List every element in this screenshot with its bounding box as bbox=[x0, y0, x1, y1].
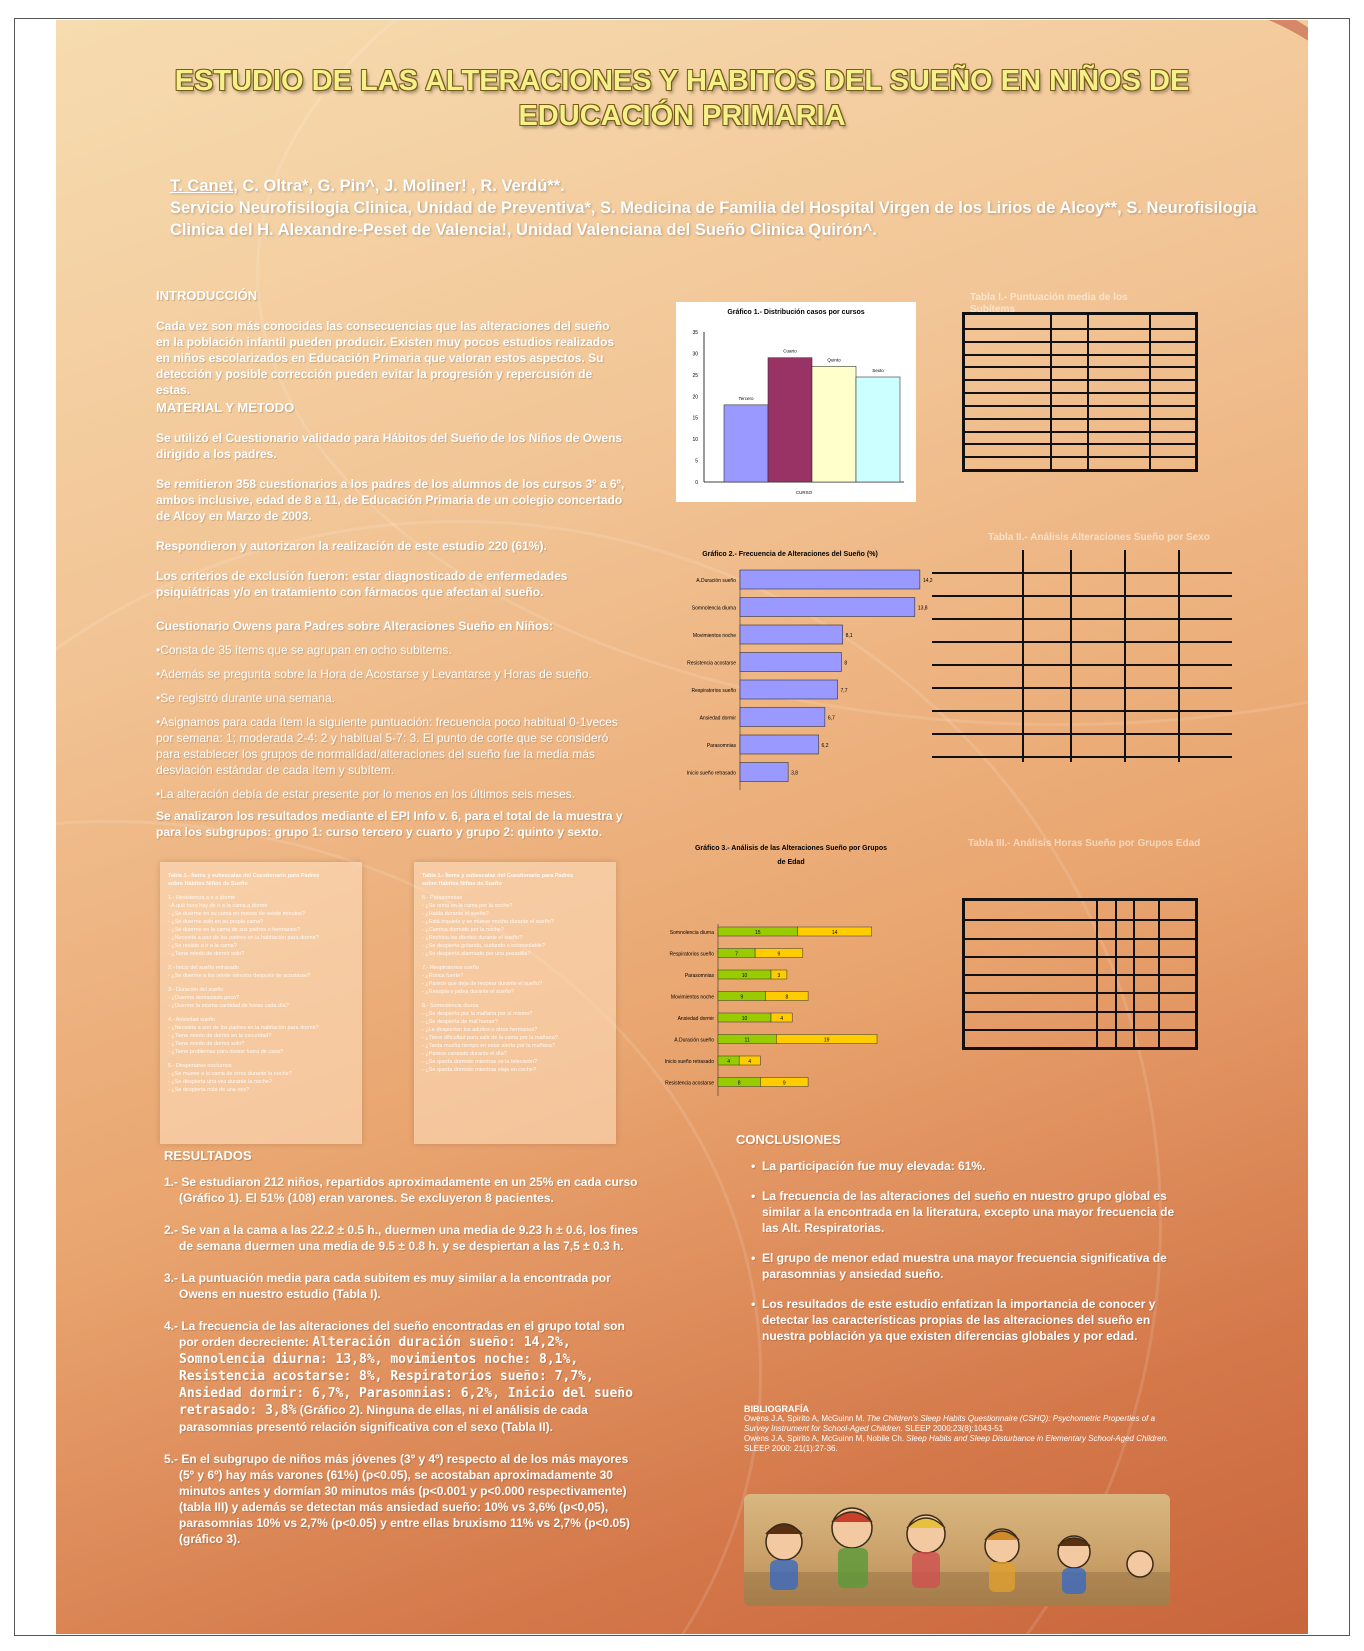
ref-2-authors: Owens J.A, Spirito A, McGuinn M, Nobile Ch. bbox=[744, 1434, 907, 1443]
chart-2-value-label: 7,7 bbox=[840, 688, 848, 694]
methods-subheading: Cuestionario Owens para Padres sobre Alteraciones Sueño en Niños: bbox=[156, 619, 553, 633]
result-4-end: (Gráfico 2). Ninguna de ellas, ni el análisis de cada parasomnias presentó relación significativa con el sexo (Tabla II). bbox=[179, 1403, 588, 1434]
chart-3-category-label: Movimientos noche bbox=[670, 994, 714, 1001]
questionnaire-line: - ¿Se despierta alarmado por una pesadilla? bbox=[422, 951, 531, 957]
chart-3-segment-label: 14 bbox=[831, 930, 838, 936]
poster-title: ESTUDIO DE LAS ALTERACIONES Y HABITOS DEL SUEÑO EN NIÑOS DE EDUCACIÓN PRIMARIA bbox=[174, 65, 1190, 132]
methods-p2: Se remitieron 358 cuestionarios a los padres de los alumnos de los cursos 3º a 6º, ambos inclusive, edad de 8 a 11, de Educación Primaria de un colegio concertado de Alcoy en Marzo de 2003. bbox=[156, 477, 625, 523]
table-2-title: Tabla II.- Análisis Alteraciones Sueño por Sexo bbox=[988, 532, 1210, 543]
table-row-line bbox=[965, 328, 1195, 330]
chart-2-category-label: Somnolencia diurna bbox=[691, 605, 736, 612]
questionnaire-line: Tabla 1.- Ítems y subescalas del Cuestionario para Padres bbox=[168, 873, 320, 879]
questionnaire-panel-2 bbox=[414, 862, 616, 1144]
chart-2-value-label: 6,7 bbox=[827, 715, 835, 722]
questionnaire-line: - ¿Tarda mucho tiempo en estar alerta por la mañana? bbox=[422, 1043, 555, 1049]
poster bbox=[56, 20, 1308, 1634]
chart-1-y-tick-label: 5 bbox=[695, 458, 698, 465]
questionnaire-line: - ¿Se despierta por la mañana por sí mismo? bbox=[422, 1011, 533, 1017]
table-row-line bbox=[965, 938, 1195, 940]
chart-2-bar bbox=[740, 680, 838, 699]
questionnaire-line: 7.- Respiratorios sueño bbox=[422, 965, 479, 971]
table-row-line bbox=[932, 572, 1232, 574]
methods-text bbox=[156, 430, 626, 846]
questionnaire-line: - ¿Se despierta más de una vez? bbox=[168, 1087, 250, 1093]
questionnaire-line: - ¿Se despierta de mal humor? bbox=[422, 1019, 498, 1025]
table-row-line bbox=[965, 366, 1195, 368]
chart-2-bar bbox=[740, 625, 843, 644]
chart-2-bar bbox=[740, 763, 788, 782]
table-row-line bbox=[965, 418, 1195, 420]
chart-3-segment-label: 7 bbox=[735, 951, 738, 958]
table-2-grid bbox=[932, 550, 1232, 762]
questionnaire-line: - ¿Duerme demasiado poco? bbox=[168, 995, 240, 1001]
questionnaire-line: - ¿Necesita a uno de los padres en la habitación para dormir? bbox=[168, 1025, 319, 1031]
questionnaire-line: 4.- Ansiedad sueño bbox=[168, 1017, 216, 1023]
bibliography bbox=[744, 1404, 1169, 1454]
chart-1-y-tick-label: 15 bbox=[692, 415, 698, 422]
result-4 bbox=[164, 1318, 644, 1435]
table-column-line bbox=[1158, 901, 1160, 1047]
chart-1-bar-label: Sexto bbox=[872, 368, 884, 373]
conclusion-item: • Los resultados de este estudio enfatizan la importancia de conocer y detectar las características propias de las alteraciones del sueño en nuestra población ya que existen diferencias globales y por edad. bbox=[762, 1296, 1176, 1344]
chart-1-y-tick-label: 35 bbox=[692, 330, 698, 336]
chart-3-segment-label: 10 bbox=[741, 1016, 748, 1022]
questionnaire-line: sobre Hábitos Niños de Sueño bbox=[422, 881, 502, 887]
table-column-line bbox=[1087, 315, 1089, 469]
chart-3-category-label: Resistencia acostarse bbox=[665, 1080, 714, 1087]
questionnaire-line: - ¿Se mueve a la cama de otros durante la noche? bbox=[168, 1071, 292, 1077]
questionnaire-line: - ¿Rechina los dientes durante el sueño? bbox=[422, 935, 523, 941]
questionnaire-line: - ¿Se duerme en su cama en menos de veinte minutos? bbox=[168, 911, 305, 917]
chart-3-segment-label: 3 bbox=[777, 973, 781, 979]
table-column-line bbox=[1070, 550, 1072, 762]
bibliography-heading: BIBLIOGRAFÍA bbox=[744, 1404, 809, 1414]
chart-3-segment-label: 4 bbox=[748, 1059, 752, 1065]
ref-1-authors: Owens J.A, Spirito A, McGuinn M. bbox=[744, 1414, 867, 1423]
table-3-title: Tabla III.- Análisis Horas Sueño por Grupos Edad bbox=[968, 838, 1201, 849]
chart-1-y-tick-label: 30 bbox=[692, 351, 698, 358]
questionnaire-line: - ¿Se queda dormido mientras viaja en coche? bbox=[422, 1067, 537, 1073]
questionnaire-line: Tabla 1.- Ítems y subescalas del Cuestionario para Padres bbox=[422, 873, 574, 879]
methods-heading: MATERIAL Y METODO bbox=[156, 400, 295, 415]
questionnaire-line: - ¿Tiene problemas para dormir fuera de casa? bbox=[168, 1049, 284, 1055]
reference-2 bbox=[744, 1434, 1169, 1454]
chart-3-category-label: Parasomnias bbox=[684, 973, 714, 979]
result-3: 3.- La puntuación media para cada subitem es muy similar a la encontrada por Owens en nuestro estudio (Tabla I). bbox=[164, 1271, 611, 1301]
chart-2-category-label: Ansiedad dormir bbox=[699, 715, 736, 722]
chart-2-category-label: Respiratorios sueño bbox=[691, 688, 736, 694]
chart-3-segment-label: 9 bbox=[777, 951, 781, 958]
table-column-line bbox=[1149, 315, 1151, 469]
methods-p3: Respondieron y autorizaron la realización de este estudio 220 (61%). bbox=[156, 539, 547, 553]
questionnaire-line: - ¿Parece que deja de respirar durante el sueño? bbox=[422, 981, 543, 987]
questionnaire-line: - ¿Se duerme a los veinte minutos después de acostarse? bbox=[168, 973, 311, 979]
table-row-line bbox=[965, 956, 1195, 958]
chart-1-bar-label: Tercero bbox=[738, 395, 754, 401]
table-row-line bbox=[965, 405, 1195, 407]
chart-3-segment-label: 8 bbox=[785, 994, 789, 1001]
intro-text: Cada vez son más conocidas las consecuencias que las alteraciones del sueño en la población infantil pueden producir. Existen muy pocos estudios realizados en niños escolarizados en Educación Primaria que valoran estos aspectos. Su detección y posible corrección pueden evitar la progresión y repercusión de estas. bbox=[156, 319, 615, 397]
table-3-grid bbox=[962, 898, 1198, 1050]
questionnaire-line: - A qué hora hay de ir a la cama a dormir bbox=[168, 903, 268, 909]
methods-p5: Se analizaron los resultados mediante el EPI Info v. 6, para el total de la muestra y para los subgrupos: grupo 1: curso tercero y cuarto y grupo 2: quinto y sexto. bbox=[156, 809, 623, 839]
chart-1-bar-label: Quinto bbox=[827, 357, 841, 363]
questionnaire-line: 2.- Inicio del sueño retrasado bbox=[168, 965, 239, 971]
children-illustration bbox=[744, 1494, 1170, 1606]
questionnaire-line: 5.- Despertares nocturnos bbox=[168, 1063, 232, 1069]
questionnaire-line: - ¿Está inquieto y se mueve mucho durante el sueño? bbox=[422, 919, 554, 925]
chart-1-x-axis-label: CURSO bbox=[795, 490, 813, 495]
chart-1-bar bbox=[724, 405, 768, 482]
affiliations: Servicio Neurofisilogia Clinica, Unidad de Preventiva*, S. Medicina de Familia del Hospital Virgen de los Lirios de Alcoy**, S. Neurofisilogia Clinica del H. Alexandre-Peset de Valencia!, Unidad Valenciana del Sueño Clinica Quirón^. bbox=[170, 199, 1257, 239]
questionnaire-line: - ¿Se despierta una vez durante la noche? bbox=[168, 1079, 272, 1085]
questionnaire-line: - ¿Tiene miedo de dormir en la oscuridad? bbox=[168, 1033, 272, 1039]
questionnaire-line: - ¿Se duerme solo en su propia cama? bbox=[168, 919, 264, 925]
conclusions-heading: CONCLUSIONES bbox=[736, 1132, 841, 1147]
chart-2-category-label: Parasomnias bbox=[706, 743, 736, 749]
table-row-line bbox=[965, 379, 1195, 381]
questionnaire-line: - ¿Se orina en la cama por la noche? bbox=[422, 903, 513, 909]
result-2: 2.- Se van a la cama a las 22.2 ± 0.5 h., duermen una media de 9.23 h ± 0.6, los fines de semana duermen una media de 9.5 ± 0.8 h. y se despiertan a las 7,5 ± 0.3 h. bbox=[164, 1223, 639, 1253]
ref-1-source: SLEEP 2000;23(8):1043-51 bbox=[902, 1424, 1004, 1433]
chart-1-bar bbox=[768, 358, 812, 482]
chart-3-segment-label: 8 bbox=[737, 1080, 741, 1087]
chart-2-bar bbox=[740, 653, 841, 672]
chart-2-category-label: Movimientos noche bbox=[692, 633, 736, 639]
questionnaire-line: - ¿Tiene miedo de dormir solo? bbox=[168, 951, 245, 957]
questionnaire-line: 1.- Resistencia a ir a dormir bbox=[168, 895, 236, 901]
chart-2-value-label: 13,8 bbox=[917, 605, 928, 612]
chart-3-segment-label: 4 bbox=[727, 1059, 730, 1065]
table-row-line bbox=[932, 733, 1232, 735]
table-row-line bbox=[965, 992, 1195, 994]
table-row-line bbox=[965, 392, 1195, 394]
questionnaire-line: - ¿Se despierta gritando, sudando o inconsolable? bbox=[422, 943, 545, 949]
ref-2-source: SLEEP 2000: 21(1):27-36. bbox=[744, 1444, 838, 1453]
questionnaire-line: 3.- Duración del sueño bbox=[168, 987, 224, 993]
table-row-line bbox=[932, 756, 1232, 758]
chart-3-segment-label: 15 bbox=[754, 930, 761, 936]
chart-2-value-label: 6,2 bbox=[821, 743, 829, 749]
conclusions-list bbox=[736, 1158, 1176, 1358]
intro-heading: INTRODUCCIÓN bbox=[156, 288, 258, 303]
conclusion-item: • El grupo de menor edad muestra una mayor frecuencia significativa de parasomnias y ansiedad sueño. bbox=[762, 1250, 1176, 1282]
chart-2-category-label: Inicio sueño retrasado bbox=[686, 770, 736, 777]
chart-3-title-line1: Gráfico 3.- Análisis de las Alteraciones Sueño por Grupos bbox=[694, 845, 888, 852]
questionnaire-line: sobre Hábitos Niños de Sueño bbox=[168, 881, 248, 887]
table-row-line bbox=[965, 341, 1195, 343]
result-4-values: Alteración duración sueño: 14,2%, Somnolencia diurna: 13,8%, movimientos noche: 8,1%, Resistencia acostarse: 8%, Respiratorios sueño: 7,7%, Ansiedad dormir: 6,7%, Parasomnias: 6,2%, Inicio del sueño retrasado: 3,8% bbox=[179, 1335, 633, 1418]
authors-block bbox=[170, 175, 1260, 241]
table-row-line bbox=[932, 710, 1232, 712]
chart-3-segment-label: 9 bbox=[782, 1080, 786, 1087]
chart-3-title-line2: de Edad bbox=[777, 859, 805, 866]
methods-bullet: •Consta de 35 ítems que se agrupan en ocho subitems. bbox=[156, 643, 452, 657]
results-text bbox=[164, 1174, 644, 1563]
table-row-line bbox=[965, 431, 1195, 433]
questionnaire-line: - ¿Duerme la misma cantidad de horas cada día? bbox=[168, 1003, 289, 1009]
table-column-line bbox=[1133, 901, 1135, 1047]
chart-2-bar bbox=[740, 570, 920, 589]
chart-3-segment-label: 10 bbox=[741, 973, 748, 979]
methods-p4: Los criterios de exclusión fueron: estar diagnosticado de enfermedades psiquiátricas y/o en tratamiento con fármacos que afectan al sueño. bbox=[156, 569, 568, 599]
questionnaire-line: - ¿Le despiertan los adultos u otros hermanos? bbox=[422, 1027, 538, 1033]
conclusion-item: • La participación fue muy elevada: 61%. bbox=[762, 1158, 1176, 1174]
methods-bullet: •Se registró durante una semana. bbox=[156, 691, 335, 705]
methods-bullet: •La alteración debía de estar presente por lo menos en los últimos seis meses. bbox=[156, 787, 576, 801]
chart-1-title: Gráfico 1.- Distribución casos por cursos bbox=[727, 309, 865, 316]
table-row-line bbox=[965, 443, 1195, 445]
questionnaire-line: - ¿Necesita a uno de los padres en la habitación para dormir? bbox=[168, 935, 319, 941]
chart-2-value-label: 14,2 bbox=[922, 578, 933, 584]
result-1: 1.- Se estudiaron 212 niños, repartidos aproximadamente en un 25% en cada curso (Gráfico 1). El 51% (108) eran varones. Se excluyeron 8 pacientes. bbox=[164, 1175, 638, 1205]
questionnaire-panel-1 bbox=[160, 862, 362, 1144]
questionnaire-line: - ¿Camina dormido por la noche? bbox=[422, 927, 504, 933]
table-row-line bbox=[932, 664, 1232, 666]
table-row-line bbox=[965, 354, 1195, 356]
chart-2-value-label: 3,8 bbox=[791, 770, 799, 777]
ref-1-title: The Children's Sleep Habits Questionnaire (CSHQ): Psychometric Properties of a Survey Instrument for School-Aged Children. bbox=[744, 1414, 1156, 1433]
chart-3-category-label: Respiratorios sueño bbox=[669, 951, 714, 958]
table-row-line bbox=[932, 595, 1232, 597]
chart-3-segment-label: 19 bbox=[823, 1037, 830, 1044]
chart-3-age-groups bbox=[646, 840, 946, 1130]
questionnaire-line: - ¿Tiene miedo de dormir solo? bbox=[168, 1041, 245, 1047]
cartoon-children-image bbox=[744, 1494, 1170, 1606]
table-row-line bbox=[932, 618, 1232, 620]
methods-bullet: •Además se pregunta sobre la Hora de Acostarse y Levantarse y Horas de sueño. bbox=[156, 667, 592, 681]
methods-bullet: •Asignamos para cada ítem la siguiente puntuación: frecuencia poco habitual 0-1veces por semana: 1; moderada 2-4: 2 y habitual 5-7: 3. El punto de corte que se consideró para establecer los grupos de normalidad/alteraciones del sueño fue la media más desviación estándar de cada ítem y subítem. bbox=[156, 715, 618, 777]
reference-1 bbox=[744, 1414, 1169, 1434]
result-4-intro: 4.- La frecuencia de las alteraciones del sueño encontradas en el grupo total son por orden decreciente: bbox=[164, 1319, 625, 1349]
questionnaire-line: - ¿Ronca fuerte? bbox=[422, 973, 464, 979]
questionnaire-line: - ¿Se duerme en la cama de sus padres o hermanos? bbox=[168, 927, 300, 933]
chart-2-frequency bbox=[660, 546, 960, 796]
chart-2-title: Gráfico 2.- Frecuencia de Alteraciones del Sueño (%) bbox=[702, 551, 878, 558]
chart-3-category-label: Ansiedad dormir bbox=[677, 1016, 714, 1022]
chart-3-segment-label: 4 bbox=[780, 1016, 783, 1022]
chart-3-segment-label: 9 bbox=[740, 994, 744, 1001]
chart-1-bar bbox=[812, 366, 856, 482]
table-row-line bbox=[965, 919, 1195, 921]
questionnaire-line: - ¿Se resiste a ir a la cama? bbox=[168, 943, 237, 949]
chart-3-category-label: Somnolencia diurna bbox=[669, 930, 714, 936]
chart-3-segment-label: 11 bbox=[744, 1037, 750, 1044]
questionnaire-line: 6.- Parasomnias bbox=[422, 895, 463, 901]
table-row-line bbox=[932, 687, 1232, 689]
table-row-line bbox=[965, 456, 1195, 458]
result-5: 5.- En el subgrupo de niños más jóvenes (3º y 4º) respecto al de los más mayores (5º y 6º) hay más varones (61%) (p<0.05), se acostaban aproximadamente 30 minutos antes y dormían 30 minutos más (p<0.001 y p<0.000 respectivamente) (tabla III) y además se detectan más ansiedad sueño: 10% vs 3,6% (p<0,05), parasomnias 10% vs 2,7% (p<0.05) y entre ellas bruxismo 11% vs 2,7% (p<0.05) (gráfico 3). bbox=[164, 1452, 630, 1546]
table-1-title: Tabla I.- Puntuación media de los Subítems bbox=[970, 292, 1128, 315]
chart-2-value-label: 8,1 bbox=[845, 633, 853, 639]
chart-1-bar bbox=[856, 377, 900, 482]
table-column-line bbox=[1096, 901, 1098, 1047]
chart-2-value-label: 8 bbox=[844, 660, 848, 667]
chart-2-category-label: Resistencia acostarse bbox=[687, 660, 736, 667]
questionnaire-line: - ¿Resopla o jadea durante el sueño? bbox=[422, 989, 515, 995]
chart-2-bar bbox=[740, 735, 819, 754]
questionnaire-line: 8.- Somnolencia diurna bbox=[422, 1003, 479, 1009]
questionnaire-line: - ¿Parece cansado durante el día? bbox=[422, 1051, 507, 1057]
chart-1-courses bbox=[676, 302, 916, 502]
results-heading: RESULTADOS bbox=[164, 1148, 252, 1163]
conclusion-item: • La frecuencia de las alteraciones del sueño en nuestro grupo global es similar a la encontrada en la literatura, excepto una mayor frecuencia de las Alt. Respiratorias. bbox=[762, 1188, 1176, 1236]
chart-3-category-label: Inicio sueño retrasado bbox=[664, 1059, 714, 1065]
chart-2-bar bbox=[740, 708, 825, 727]
table-column-line bbox=[1124, 550, 1126, 762]
chart-2-category-label: A.Duración sueño bbox=[696, 578, 736, 584]
chart-1-y-tick-label: 10 bbox=[692, 437, 698, 444]
questionnaire-line: - ¿Se queda dormido mientras ve la televisión? bbox=[422, 1059, 537, 1065]
table-column-line bbox=[1115, 901, 1117, 1047]
table-row-line bbox=[965, 1011, 1195, 1013]
first-author: T. Canet bbox=[170, 177, 234, 195]
questionnaire-line: - ¿Habla durante el sueño? bbox=[422, 911, 489, 917]
chart-1-bar-label: Cuarto bbox=[783, 348, 797, 354]
questionnaire-line: - ¿Tiene dificultad para salir de la cama por la mañana? bbox=[422, 1035, 558, 1041]
table-column-line bbox=[1022, 550, 1024, 762]
table-column-line bbox=[1178, 550, 1180, 762]
methods-p1: Se utilizó el Cuestionario validado para Hábitos del Sueño de los Niños de Owens dirigido a los padres. bbox=[156, 431, 623, 461]
chart-1-y-tick-label: 25 bbox=[692, 372, 698, 379]
table-row-line bbox=[965, 1029, 1195, 1031]
table-row-line bbox=[932, 641, 1232, 643]
chart-3-category-label: A.Duración sueño bbox=[674, 1037, 714, 1044]
chart-2-bar bbox=[740, 598, 915, 617]
chart-1-y-tick-label: 20 bbox=[692, 394, 698, 401]
table-1-grid bbox=[962, 312, 1198, 472]
table-row-line bbox=[965, 974, 1195, 976]
co-authors: , C. Oltra*, G. Pin^, J. Moliner! , R. Verdú**. bbox=[233, 177, 565, 195]
table-column-line bbox=[1050, 315, 1052, 469]
ref-2-title: Sleep Habits and Sleep Disturbance in Elementary School-Aged Children. bbox=[906, 1434, 1169, 1443]
chart-1-y-tick-label: 0 bbox=[695, 480, 698, 486]
